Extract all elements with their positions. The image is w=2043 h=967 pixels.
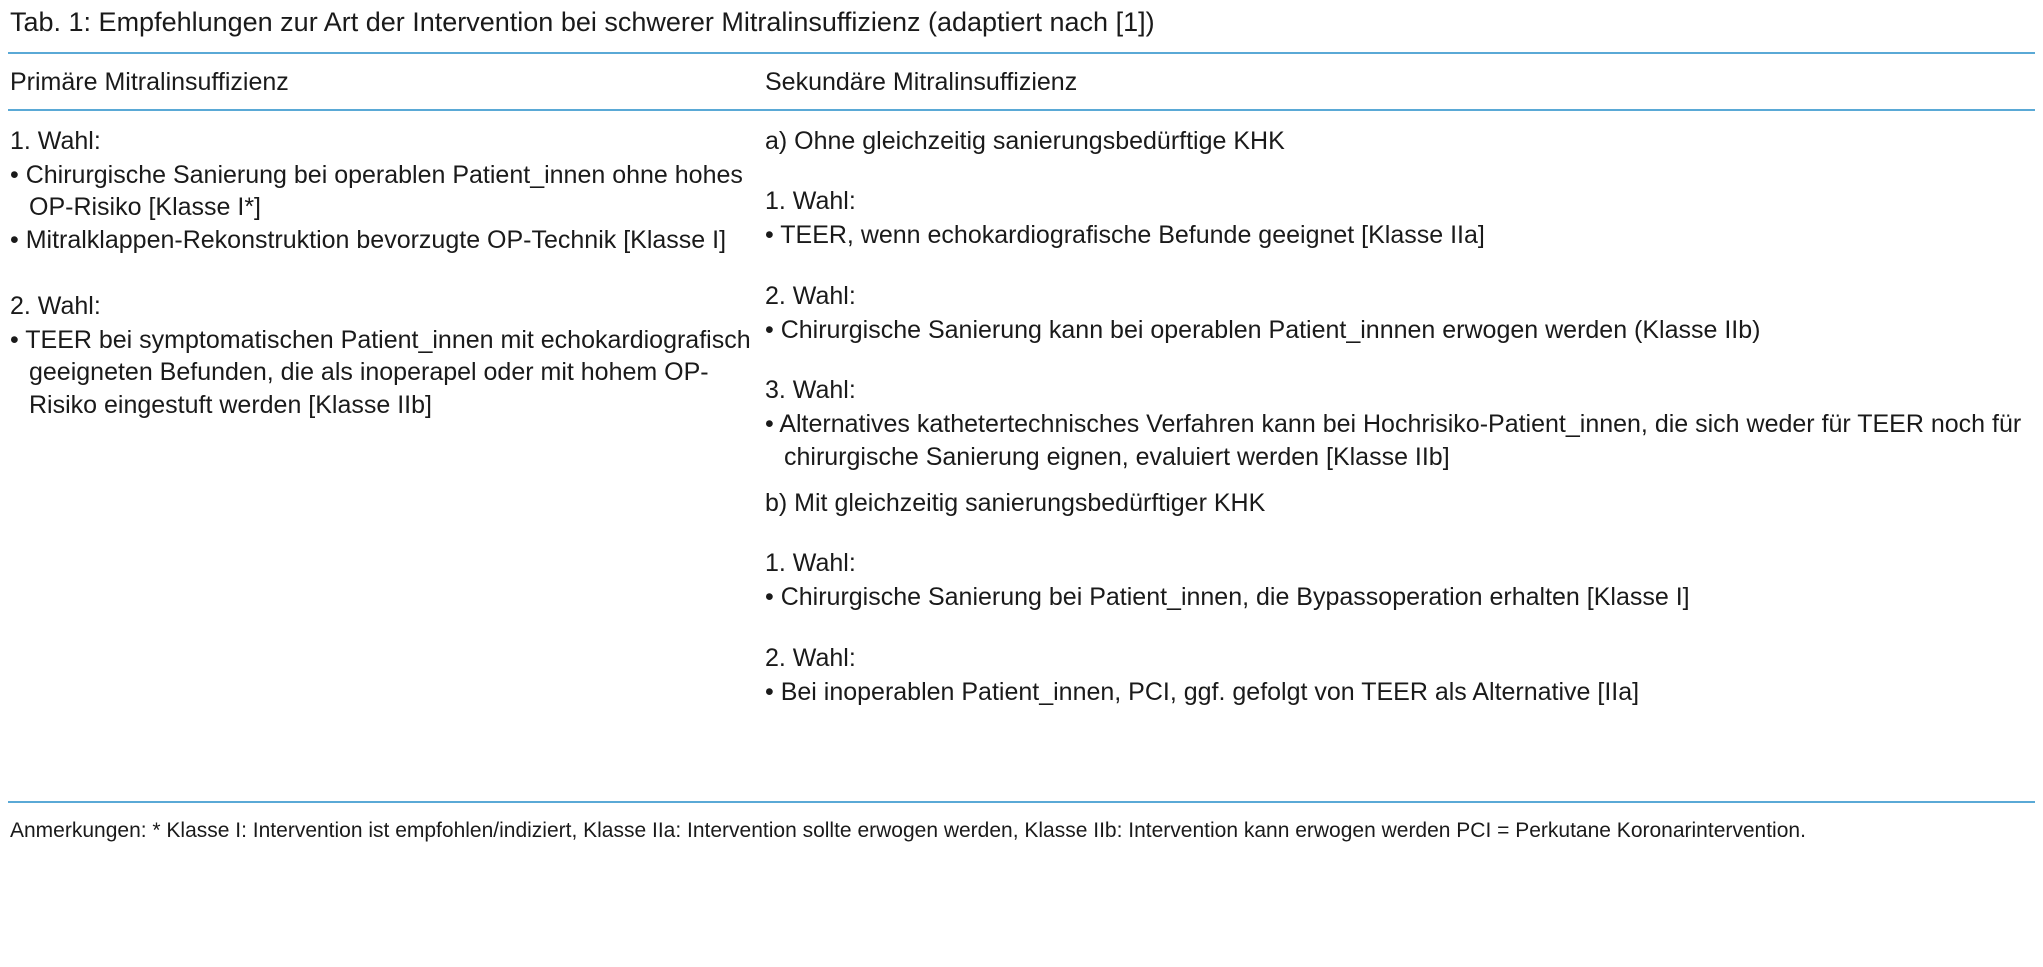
table-caption: Tab. 1: Empfehlungen zur Art der Intervention bei schwerer Mitralinsuffizienz (adaptiert nach [1]) [10,7,1155,37]
table-notes: Anmerkungen: * Klasse I: Intervention ist empfohlen/indiziert, Klasse IIa: Intervention sollte erwogen werden, Klasse IIb: Intervention kann erwogen werden PCI = Perkutane Koronarintervention. [10,818,1806,842]
primary-choice-2-label: 2. Wahl: [10,291,101,320]
spacer-primary [10,256,765,290]
primary-choice-1-item-2: • Mitralklappen-Rekonstruktion bevorzugte OP-Technik [Klasse I] [10,225,727,254]
header-cell-secondary [765,68,2035,97]
secondary-b-choice-2-label: 2. Wahl: [765,643,856,672]
secondary-b-choice-1 [765,547,2035,614]
secondary-a-choice-2 [765,280,2035,347]
column-header-primary: Primäre Mitralinsuffizienz [10,67,289,96]
secondary-section-b-title: b) Mit gleichzeitig sanierungsbedürftiger KHK [765,488,1266,517]
secondary-b-choice-1-label: 1. Wahl: [765,549,856,577]
secondary-b-choice-1-item-1: • Chirurgische Sanierung bei Patient_innen, die Bypassoperation erhalten [Klasse I] [765,583,1690,612]
secondary-b-choice-2-item-1: • Bei inoperablen Patient_innen, PCI, ggf. gefolgt von TEER als Alternative [IIa] [765,677,1640,706]
spacer-a-2 [765,252,2035,280]
spacer-a-4 [765,473,2035,487]
column-header-secondary: Sekundäre Mitralinsuffizienz [765,67,1078,96]
primary-choice-1-item-1: • Chirurgische Sanierung bei operablen Patient_innen ohne hohes OP-Risiko [Klasse I*] [10,161,743,222]
secondary-section-a-title: a) Ohne gleichzeitig sanierungsbedürftige KHK [765,126,1285,155]
primary-choice-2-item-1: • TEER bei symptomatischen Patient_innen mit echokardiografisch geeigneten Befunden, die als inoperapel oder mit hohem OP-Risiko eingestuft werden [Klasse IIb] [10,326,751,419]
spacer-a-1 [765,157,2035,185]
spacer-b-2 [765,614,2035,642]
primary-choice-1 [10,125,765,256]
header-cell-primary [10,68,765,97]
table-header-row [8,54,2035,109]
secondary-a-choice-1 [765,185,2035,252]
body-cell-secondary [765,125,2035,791]
secondary-a-choice-3 [765,374,2035,473]
spacer-b-1 [765,519,2035,547]
secondary-a-choice-2-label: 2. Wahl: [765,281,856,310]
primary-choice-1-label: 1. Wahl: [10,126,101,155]
secondary-a-choice-1-item-1: • TEER, wenn echokardiografische Befunde geeignet [Klasse IIa] [765,221,1485,250]
primary-choice-2 [10,290,765,421]
secondary-a-choice-3-item-1: • Alternatives kathetertechnisches Verfahren kann bei Hochrisiko-Patient_innen, die sich weder für TEER noch für chirurgische Sanierung eignen, evaluiert werden [Klasse IIb] [765,410,2022,471]
table-body-row [8,111,2035,801]
secondary-a-choice-1-label: 1. Wahl: [765,187,856,215]
secondary-b-choice-2 [765,642,2035,709]
secondary-a-choice-2-item-1: • Chirurgische Sanierung kann bei operablen Patient_innnen erwogen werden (Klasse IIb) [765,315,1761,344]
spacer-a-3 [765,346,2035,374]
body-cell-primary [10,125,765,791]
secondary-a-choice-3-label: 3. Wahl: [765,376,856,404]
